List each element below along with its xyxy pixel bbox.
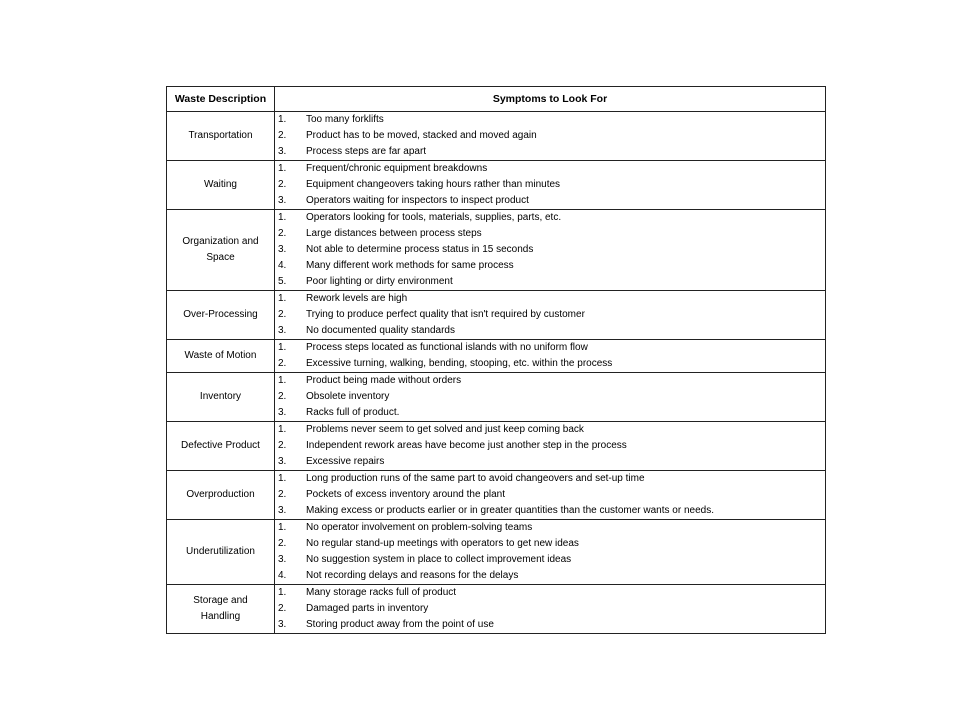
list-number: 3.: [278, 554, 287, 565]
table-row: [167, 520, 826, 585]
list-item: [275, 373, 825, 389]
symptom-text: Pockets of excess inventory around the plant: [306, 489, 506, 500]
list-item: [275, 471, 825, 487]
symptoms-list: [275, 340, 825, 372]
symptom-text: Storing product away from the point of use: [306, 619, 494, 630]
table-row: [167, 373, 826, 422]
list-number: 3.: [278, 456, 287, 467]
list-number: 1.: [278, 114, 287, 125]
header-waste-description: Waste Description: [167, 87, 275, 112]
list-item: [275, 601, 825, 617]
waste-category-cell: Underutilization: [167, 520, 275, 585]
list-number: 1.: [278, 473, 287, 484]
list-number: 1.: [278, 293, 287, 304]
symptom-text: Product being made without orders: [306, 375, 462, 386]
symptom-text: Not recording delays and reasons for the delays: [306, 570, 519, 581]
list-item: [275, 210, 825, 226]
symptoms-cell: [275, 422, 826, 471]
list-item: [275, 536, 825, 552]
list-item: [275, 617, 825, 633]
symptoms-cell: [275, 520, 826, 585]
list-item: [275, 438, 825, 454]
symptom-text: Racks full of product.: [306, 407, 400, 418]
waste-symptoms-table: [166, 86, 826, 634]
table-row: [167, 112, 826, 161]
table-body: [167, 112, 826, 634]
list-item: [275, 128, 825, 144]
list-item: [275, 552, 825, 568]
table-row: [167, 161, 826, 210]
symptom-text: Excessive repairs: [306, 456, 385, 467]
waste-category-cell: Waiting: [167, 161, 275, 210]
list-item: [275, 226, 825, 242]
symptom-text: No suggestion system in place to collect improvement ideas: [306, 554, 572, 565]
symptoms-cell: [275, 161, 826, 210]
list-item: [275, 177, 825, 193]
symptoms-list: [275, 291, 825, 339]
list-number: 2.: [278, 309, 287, 320]
table-row: [167, 422, 826, 471]
symptoms-cell: [275, 112, 826, 161]
header-symptoms: Symptoms to Look For: [275, 87, 826, 112]
symptom-text: Product has to be moved, stacked and moved again: [306, 130, 537, 141]
list-number: 3.: [278, 146, 287, 157]
list-number: 2.: [278, 228, 287, 239]
list-number: 2.: [278, 489, 287, 500]
list-item: [275, 242, 825, 258]
list-item: [275, 340, 825, 356]
list-number: 4.: [278, 570, 287, 581]
symptom-text: Obsolete inventory: [306, 391, 390, 402]
list-number: 3.: [278, 195, 287, 206]
list-number: 4.: [278, 260, 287, 271]
symptom-text: Operators waiting for inspectors to inspect product: [306, 195, 529, 206]
list-number: 2.: [278, 358, 287, 369]
list-number: 5.: [278, 276, 287, 287]
symptoms-cell: [275, 585, 826, 634]
list-number: 3.: [278, 407, 287, 418]
list-item: [275, 356, 825, 372]
list-item: [275, 568, 825, 584]
symptoms-list: [275, 161, 825, 209]
waste-category-cell: Waste of Motion: [167, 340, 275, 373]
list-item: [275, 503, 825, 519]
list-number: 2.: [278, 130, 287, 141]
list-number: 1.: [278, 522, 287, 533]
symptoms-cell: [275, 373, 826, 422]
list-item: [275, 422, 825, 438]
table-row: [167, 471, 826, 520]
list-number: 1.: [278, 424, 287, 435]
list-item: [275, 389, 825, 405]
symptom-text: Damaged parts in inventory: [306, 603, 429, 614]
symptoms-list: [275, 112, 825, 160]
symptoms-cell: [275, 471, 826, 520]
list-number: 2.: [278, 538, 287, 549]
symptom-text: Not able to determine process status in 15 seconds: [306, 244, 534, 255]
list-item: [275, 291, 825, 307]
list-number: 2.: [278, 391, 287, 402]
symptom-text: Many different work methods for same process: [306, 260, 514, 271]
symptom-text: Long production runs of the same part to avoid changeovers and set-up time: [306, 473, 645, 484]
list-number: 3.: [278, 244, 287, 255]
list-item: [275, 323, 825, 339]
list-item: [275, 193, 825, 209]
table-row: [167, 210, 826, 291]
list-item: [275, 144, 825, 160]
waste-category-cell: Organization and Space: [167, 210, 275, 291]
list-item: [275, 454, 825, 470]
list-number: 2.: [278, 179, 287, 190]
symptom-text: Rework levels are high: [306, 293, 408, 304]
symptoms-list: [275, 520, 825, 584]
list-number: 1.: [278, 342, 287, 353]
symptoms-list: [275, 210, 825, 290]
table-row: [167, 585, 826, 634]
symptoms-list: [275, 422, 825, 470]
symptoms-cell: [275, 210, 826, 291]
table-row: [167, 340, 826, 373]
symptom-text: Frequent/chronic equipment breakdowns: [306, 163, 488, 174]
list-number: 3.: [278, 505, 287, 516]
symptom-text: Making excess or products earlier or in greater quantities than the customer wants or needs.: [306, 505, 714, 516]
symptoms-list: [275, 585, 825, 633]
symptom-text: Trying to produce perfect quality that isn't required by customer: [306, 309, 585, 320]
waste-category-cell: Transportation: [167, 112, 275, 161]
list-item: [275, 487, 825, 503]
list-number: 1.: [278, 212, 287, 223]
symptoms-list: [275, 471, 825, 519]
list-number: 2.: [278, 440, 287, 451]
waste-category-cell: Defective Product: [167, 422, 275, 471]
symptom-text: No regular stand-up meetings with operators to get new ideas: [306, 538, 579, 549]
symptoms-list: [275, 373, 825, 421]
symptom-text: Too many forklifts: [306, 114, 384, 125]
symptom-text: Operators looking for tools, materials, supplies, parts, etc.: [306, 212, 562, 223]
list-item: [275, 307, 825, 323]
list-item: [275, 520, 825, 536]
list-item: [275, 112, 825, 128]
symptom-text: No operator involvement on problem-solving teams: [306, 522, 533, 533]
list-number: 2.: [278, 603, 287, 614]
list-item: [275, 274, 825, 290]
waste-category-cell: Inventory: [167, 373, 275, 422]
list-number: 1.: [278, 375, 287, 386]
symptom-text: No documented quality standards: [306, 325, 455, 336]
list-item: [275, 161, 825, 177]
symptom-text: Many storage racks full of product: [306, 587, 457, 598]
waste-category-cell: Overproduction: [167, 471, 275, 520]
symptoms-cell: [275, 291, 826, 340]
symptom-text: Independent rework areas have become just another step in the process: [306, 440, 627, 451]
list-item: [275, 258, 825, 274]
symptom-text: Excessive turning, walking, bending, stooping, etc. within the process: [306, 358, 613, 369]
list-item: [275, 405, 825, 421]
symptom-text: Poor lighting or dirty environment: [306, 276, 453, 287]
symptoms-cell: [275, 340, 826, 373]
table-header-row: [167, 87, 826, 112]
waste-category-cell: Over-Processing: [167, 291, 275, 340]
symptom-text: Large distances between process steps: [306, 228, 482, 239]
symptom-text: Equipment changeovers taking hours rather than minutes: [306, 179, 561, 190]
table-row: [167, 291, 826, 340]
waste-category-cell: Storage and Handling: [167, 585, 275, 634]
list-number: 1.: [278, 587, 287, 598]
symptom-text: Process steps are far apart: [306, 146, 427, 157]
list-number: 3.: [278, 619, 287, 630]
symptom-text: Problems never seem to get solved and just keep coming back: [306, 424, 584, 435]
list-item: [275, 585, 825, 601]
symptom-text: Process steps located as functional islands with no uniform flow: [306, 342, 588, 353]
list-number: 1.: [278, 163, 287, 174]
list-number: 3.: [278, 325, 287, 336]
